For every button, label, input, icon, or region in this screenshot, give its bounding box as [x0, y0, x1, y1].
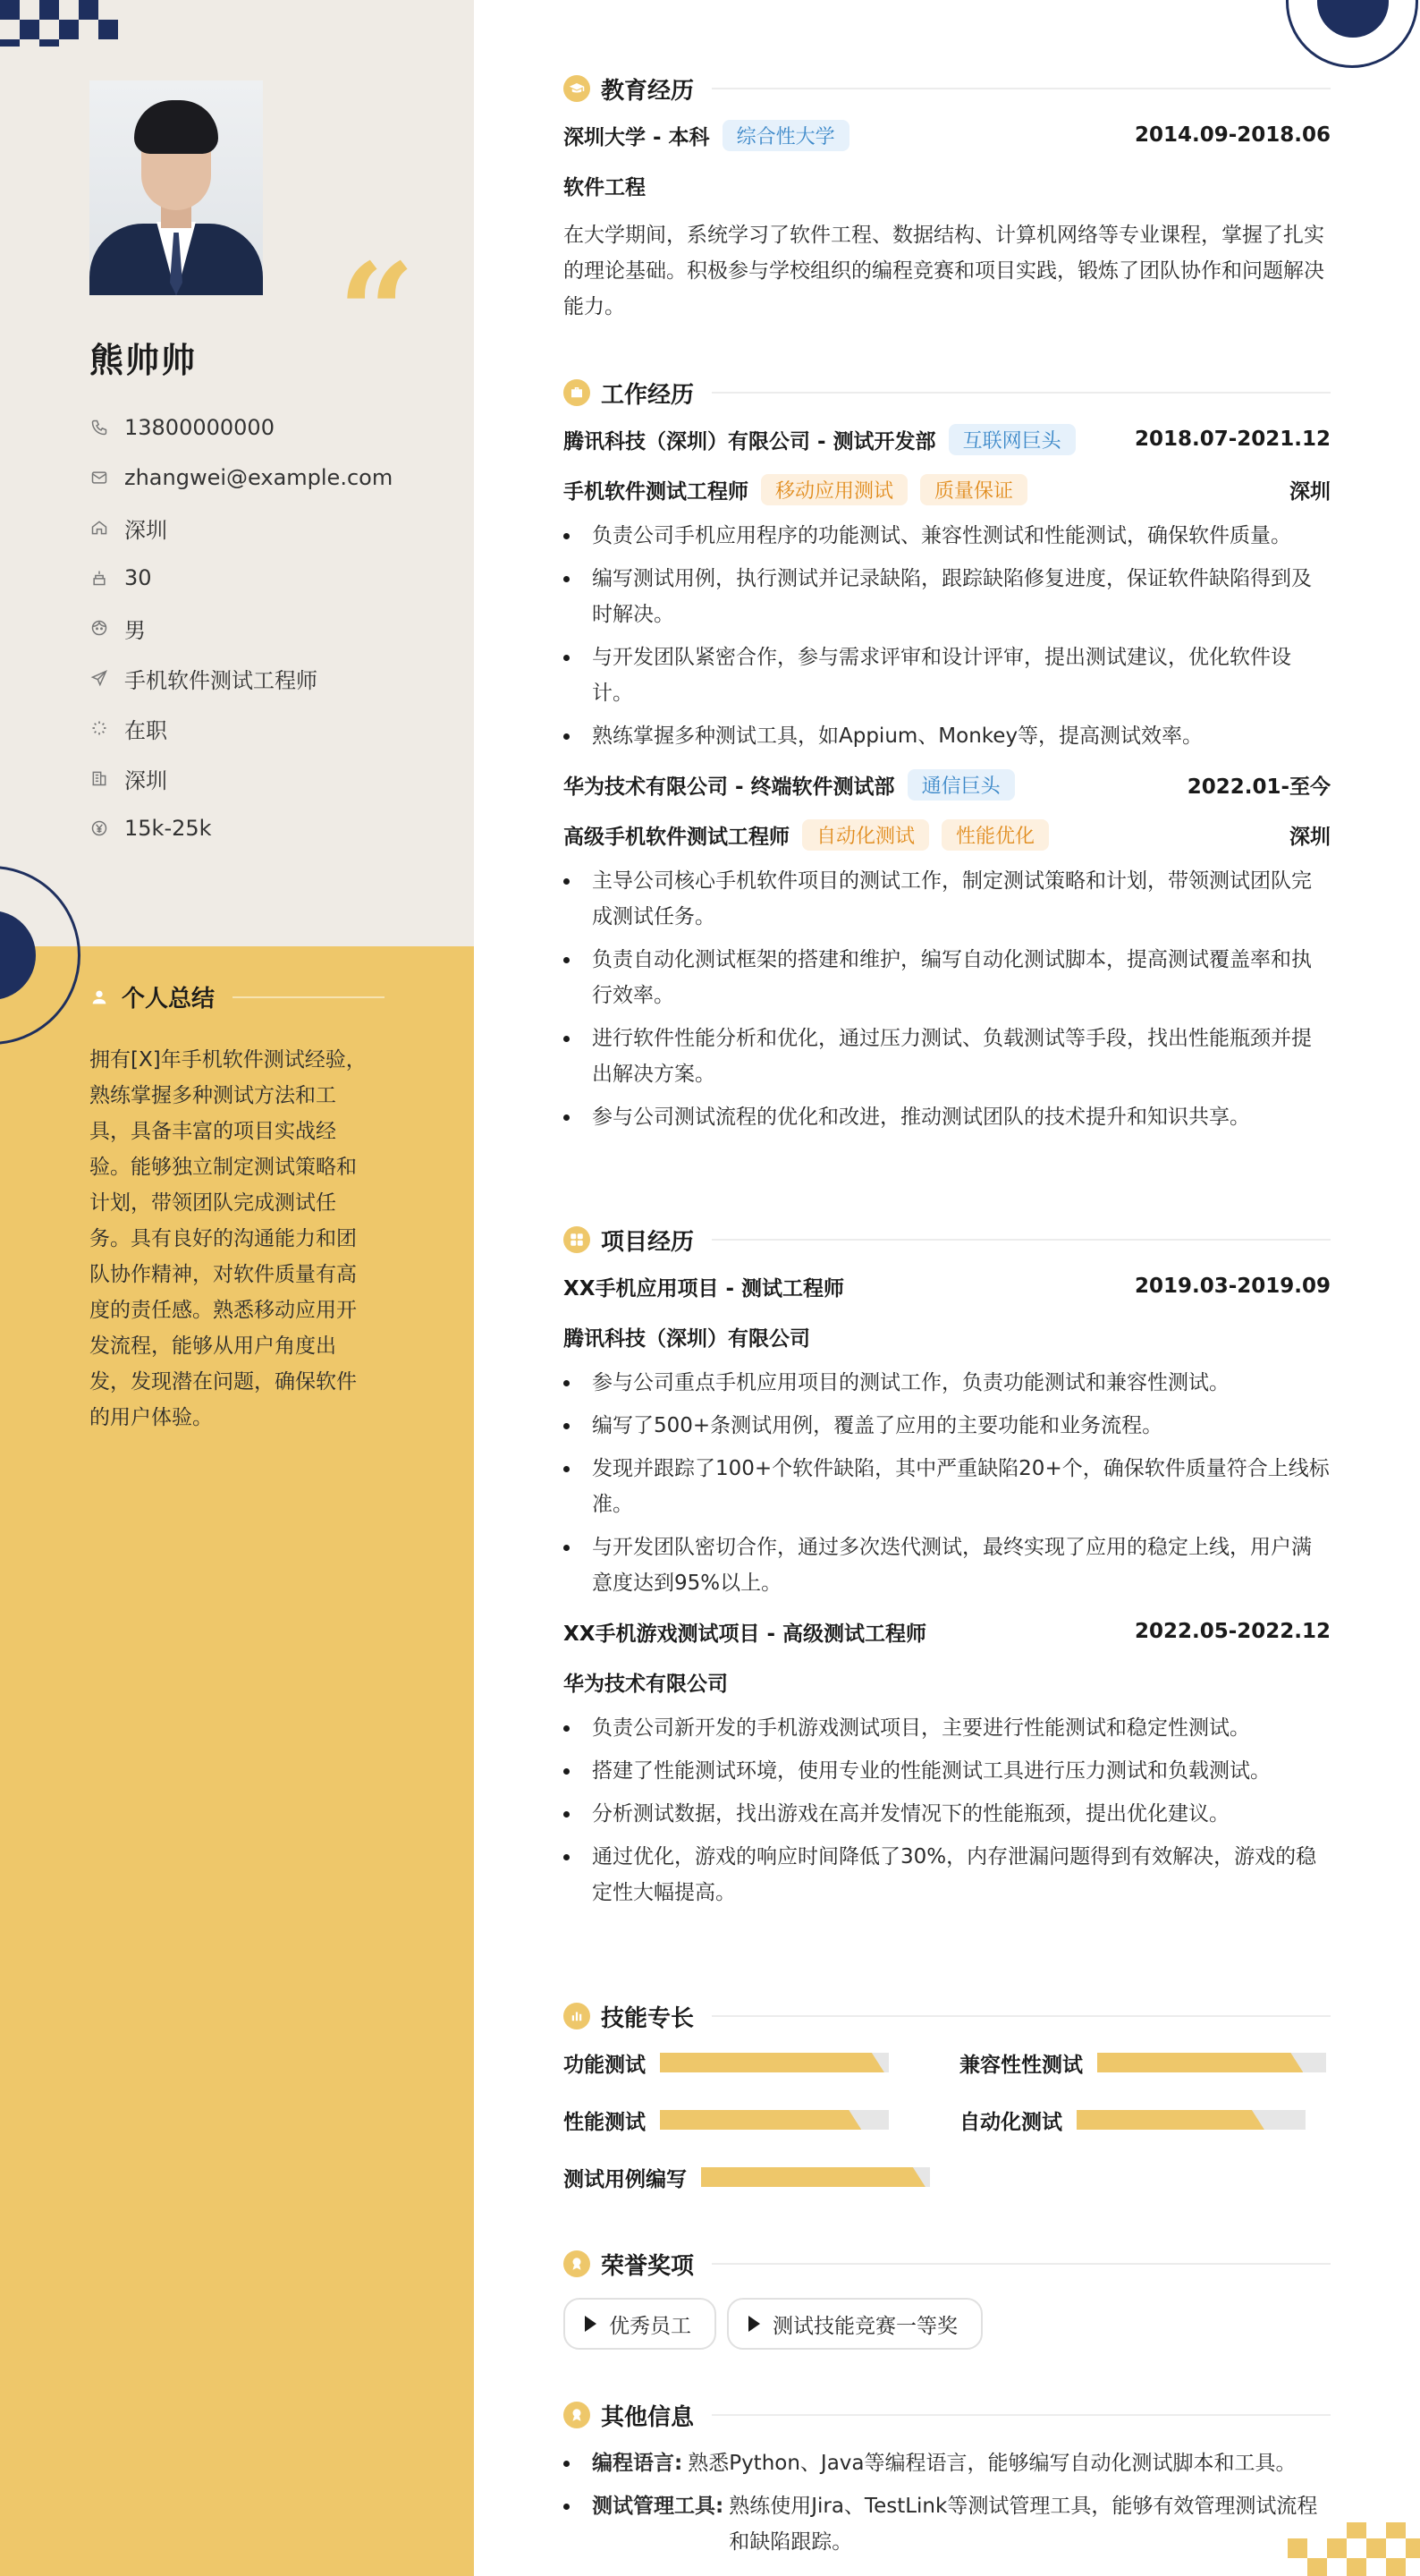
project-bullets [563, 1710, 1331, 1911]
education-description: 在大学期间，系统学习了软件工程、数据结构、计算机网络等专业课程，掌握了扎实的理论基础。积极参与学校组织的编程竞赛和项目实践，锻炼了团队协作和问题解决能力。 [563, 224, 1324, 318]
skill-bar [701, 2167, 930, 2187]
work-heading: 工作经历 [563, 375, 1331, 411]
other-heading: 其他信息 [563, 2397, 1331, 2433]
project-company-row [563, 1318, 1331, 1354]
list-item: 编写了500+条测试用例，覆盖了应用的主要功能和业务流程。 [563, 1408, 1331, 1444]
info-gender: 男 [89, 603, 393, 653]
heading-divider [712, 2263, 1331, 2265]
award-item[interactable]: 优秀员工 [563, 2298, 716, 2350]
info-age: 30 [89, 553, 393, 603]
role-tag: 质量保证 [920, 474, 1027, 505]
heading-divider [712, 2414, 1331, 2416]
project-item [563, 1614, 1331, 1911]
project-company: 华为技术有限公司 [563, 1672, 728, 1696]
skill-item: 兼容性性测试 [959, 2045, 1326, 2080]
skill-item: 性能测试 [563, 2102, 889, 2138]
company-name: 华为技术有限公司 - 终端软件测试部 [563, 775, 895, 799]
skills-section [563, 1998, 1331, 2224]
info-location: 深圳 [89, 503, 393, 553]
skill-bar-fill [660, 2110, 861, 2130]
summary-text: 拥有[X]年手机软件测试经验，熟练掌握多种测试方法和工具，具备丰富的项目实战经验。能够独立制定测试策略和计划，带领团队完成测试任务。具有良好的沟通能力和团队协作精神，对软件质量有高度的责任感。熟悉移动应用开发流程，能够从用户角度出发，发现潜在问题，确保软件的用户体验。 [89, 1048, 367, 1429]
mail-icon [89, 468, 109, 487]
list-item: 负责自动化测试框架的搭建和维护，编写自动化测试脚本，提高测试覆盖率和执行效率。 [563, 942, 1331, 1013]
list-item: 熟练掌握多种测试工具，如Appium、Monkey等，提高测试效率。 [563, 718, 1331, 754]
job-city: 深圳 [1289, 825, 1331, 849]
info-icon [563, 2402, 590, 2428]
briefcase-icon [563, 379, 590, 406]
summary-heading: 个人总结 [89, 980, 385, 1013]
main-content [563, 0, 1331, 2576]
skills-grid [563, 2045, 1331, 2224]
quote-icon: “ [338, 234, 416, 392]
skill-bar-fill [660, 2053, 884, 2072]
list-item: 分析测试数据，找出游戏在高并发情况下的性能瓶颈，提出优化建议。 [563, 1796, 1331, 1832]
project-item [563, 1268, 1331, 1601]
info-target-city: 深圳 [89, 753, 393, 803]
list-item: 测试管理工具: 熟练使用Jira、TestLink等测试管理工具，能够有效管理测试流程和缺陷跟踪。 [563, 2488, 1331, 2560]
education-heading: 教育经历 [563, 71, 1331, 106]
send-icon [89, 668, 109, 688]
sidebar [0, 0, 474, 2576]
job-header [563, 767, 1331, 802]
heading-divider [232, 996, 385, 998]
other-list [563, 2445, 1331, 2560]
skill-bar-fill [1077, 2110, 1264, 2130]
heading-divider [712, 392, 1331, 394]
major: 软件工程 [563, 175, 646, 199]
list-item: 参与公司重点手机应用项目的测试工作，负责功能测试和兼容性测试。 [563, 1365, 1331, 1401]
project-header [563, 1614, 1331, 1649]
job-role: 手机软件测试工程师 [563, 479, 748, 504]
job-bullets [563, 863, 1331, 1135]
person-icon [89, 987, 109, 1007]
school-tag: 综合性大学 [723, 120, 849, 151]
contact-info-list [89, 402, 393, 853]
project-company-row [563, 1664, 1331, 1699]
company-name: 腾讯科技（深圳）有限公司 - 测试开发部 [563, 429, 936, 453]
role-tag: 移动应用测试 [761, 474, 908, 505]
skill-bar [660, 2053, 889, 2072]
list-item: 负责公司手机应用程序的功能测试、兼容性测试和性能测试，确保软件质量。 [563, 518, 1331, 554]
bar-chart-icon [563, 2003, 590, 2029]
job-role: 高级手机软件测试工程师 [563, 825, 790, 849]
grid-icon [563, 1226, 590, 1253]
award-list [563, 2298, 1331, 2350]
info-email: zhangwei@example.com [89, 453, 393, 503]
list-item: 负责公司新开发的手机游戏测试项目，主要进行性能测试和稳定性测试。 [563, 1710, 1331, 1746]
major-row [563, 167, 1331, 203]
heading-divider [712, 2015, 1331, 2017]
job-date: 2018.07-2021.12 [1134, 428, 1331, 451]
checker-decoration [0, 0, 134, 47]
skill-bar [1097, 2053, 1326, 2072]
project-company: 腾讯科技（深圳）有限公司 [563, 1326, 810, 1351]
projects-heading: 项目经历 [563, 1222, 1331, 1258]
yen-icon [89, 818, 109, 838]
project-bullets [563, 1365, 1331, 1601]
project-name: XX手机游戏测试项目 - 高级测试工程师 [563, 1622, 927, 1646]
skill-bar-fill [701, 2167, 926, 2187]
job-header [563, 421, 1331, 457]
list-item: 编写测试用例，执行测试并记录缺陷，跟踪缺陷修复进度，保证软件缺陷得到及时解决。 [563, 561, 1331, 632]
award-item[interactable]: 测试技能竞赛一等奖 [727, 2298, 983, 2350]
role-tag: 性能优化 [942, 819, 1049, 851]
job-bullets [563, 518, 1331, 754]
project-date: 2019.03-2019.09 [1134, 1275, 1331, 1298]
list-item: 与开发团队密切合作，通过多次迭代测试，最终实现了应用的稳定上线，用户满意度达到95%以上。 [563, 1530, 1331, 1601]
skill-bar [1077, 2110, 1306, 2130]
skills-heading: 技能专长 [563, 1998, 1331, 2034]
list-item: 进行软件性能分析和优化，通过压力测试、负载测试等手段，找出性能瓶颈并提出解决方案。 [563, 1021, 1331, 1092]
loading-icon [89, 718, 109, 738]
list-item: 与开发团队紧密合作，参与需求评审和设计评审，提出测试建议，优化软件设计。 [563, 640, 1331, 711]
skill-bar-fill [1097, 2053, 1303, 2072]
profile-photo [89, 80, 263, 295]
awards-section [563, 2246, 1331, 2350]
user-face-icon [89, 618, 109, 638]
list-item: 发现并跟踪了100+个软件缺陷，其中严重缺陷20+个，确保软件质量符合上线标准。 [563, 1451, 1331, 1522]
info-status: 在职 [89, 703, 393, 753]
education-section [563, 71, 1331, 325]
project-header [563, 1268, 1331, 1304]
info-salary: 15k-25k [89, 803, 393, 853]
job-city: 深圳 [1289, 479, 1331, 504]
list-item: 搭建了性能测试环境，使用专业的性能测试工具进行压力测试和负载测试。 [563, 1753, 1331, 1789]
school-name: 深圳大学 - 本科 [563, 125, 710, 149]
list-item: 参与公司测试流程的优化和改进，推动测试团队的技术提升和知识共享。 [563, 1099, 1331, 1135]
play-icon [748, 2316, 760, 2332]
job-role-row [563, 471, 1331, 507]
awards-heading: 荣誉奖项 [563, 2246, 1331, 2282]
project-date: 2022.05-2022.12 [1134, 1620, 1331, 1643]
job-date: 2022.01-至今 [1187, 775, 1331, 799]
phone-icon [89, 418, 109, 437]
heading-divider [712, 1239, 1331, 1241]
projects-section [563, 1222, 1331, 1918]
list-item: 编程语言: 熟悉Python、Java等编程语言，能够编写自动化测试脚本和工具。 [563, 2445, 1331, 2481]
info-phone: 13800000000 [89, 402, 393, 453]
building-icon [89, 768, 109, 788]
job-item [563, 421, 1331, 754]
other-section [563, 2397, 1331, 2567]
skill-item: 自动化测试 [959, 2102, 1306, 2138]
skill-bar [660, 2110, 889, 2130]
role-tag: 自动化测试 [802, 819, 929, 851]
education-row [563, 117, 1331, 153]
work-section [563, 375, 1331, 1142]
home-icon [89, 518, 109, 538]
skill-item: 测试用例编写 [563, 2159, 930, 2195]
company-tag: 通信巨头 [908, 769, 1015, 801]
job-item [563, 767, 1331, 1135]
graduation-cap-icon [563, 75, 590, 102]
project-name: XX手机应用项目 - 测试工程师 [563, 1276, 845, 1301]
list-item: 通过优化，游戏的响应时间降低了30%，内存泄漏问题得到有效解决，游戏的稳定性大幅提高。 [563, 1839, 1331, 1911]
candidate-name: 熊帅帅 [89, 341, 198, 380]
list-item: 主导公司核心手机软件项目的测试工作，制定测试策略和计划，带领测试团队完成测试任务。 [563, 863, 1331, 935]
info-position: 手机软件测试工程师 [89, 653, 393, 703]
heading-divider [712, 88, 1331, 89]
job-role-row [563, 817, 1331, 852]
cake-icon [89, 568, 109, 588]
play-icon [585, 2316, 596, 2332]
company-tag: 互联网巨头 [949, 424, 1076, 455]
skill-item: 功能测试 [563, 2045, 889, 2080]
award-icon [563, 2250, 590, 2277]
education-date: 2014.09-2018.06 [1134, 123, 1331, 147]
